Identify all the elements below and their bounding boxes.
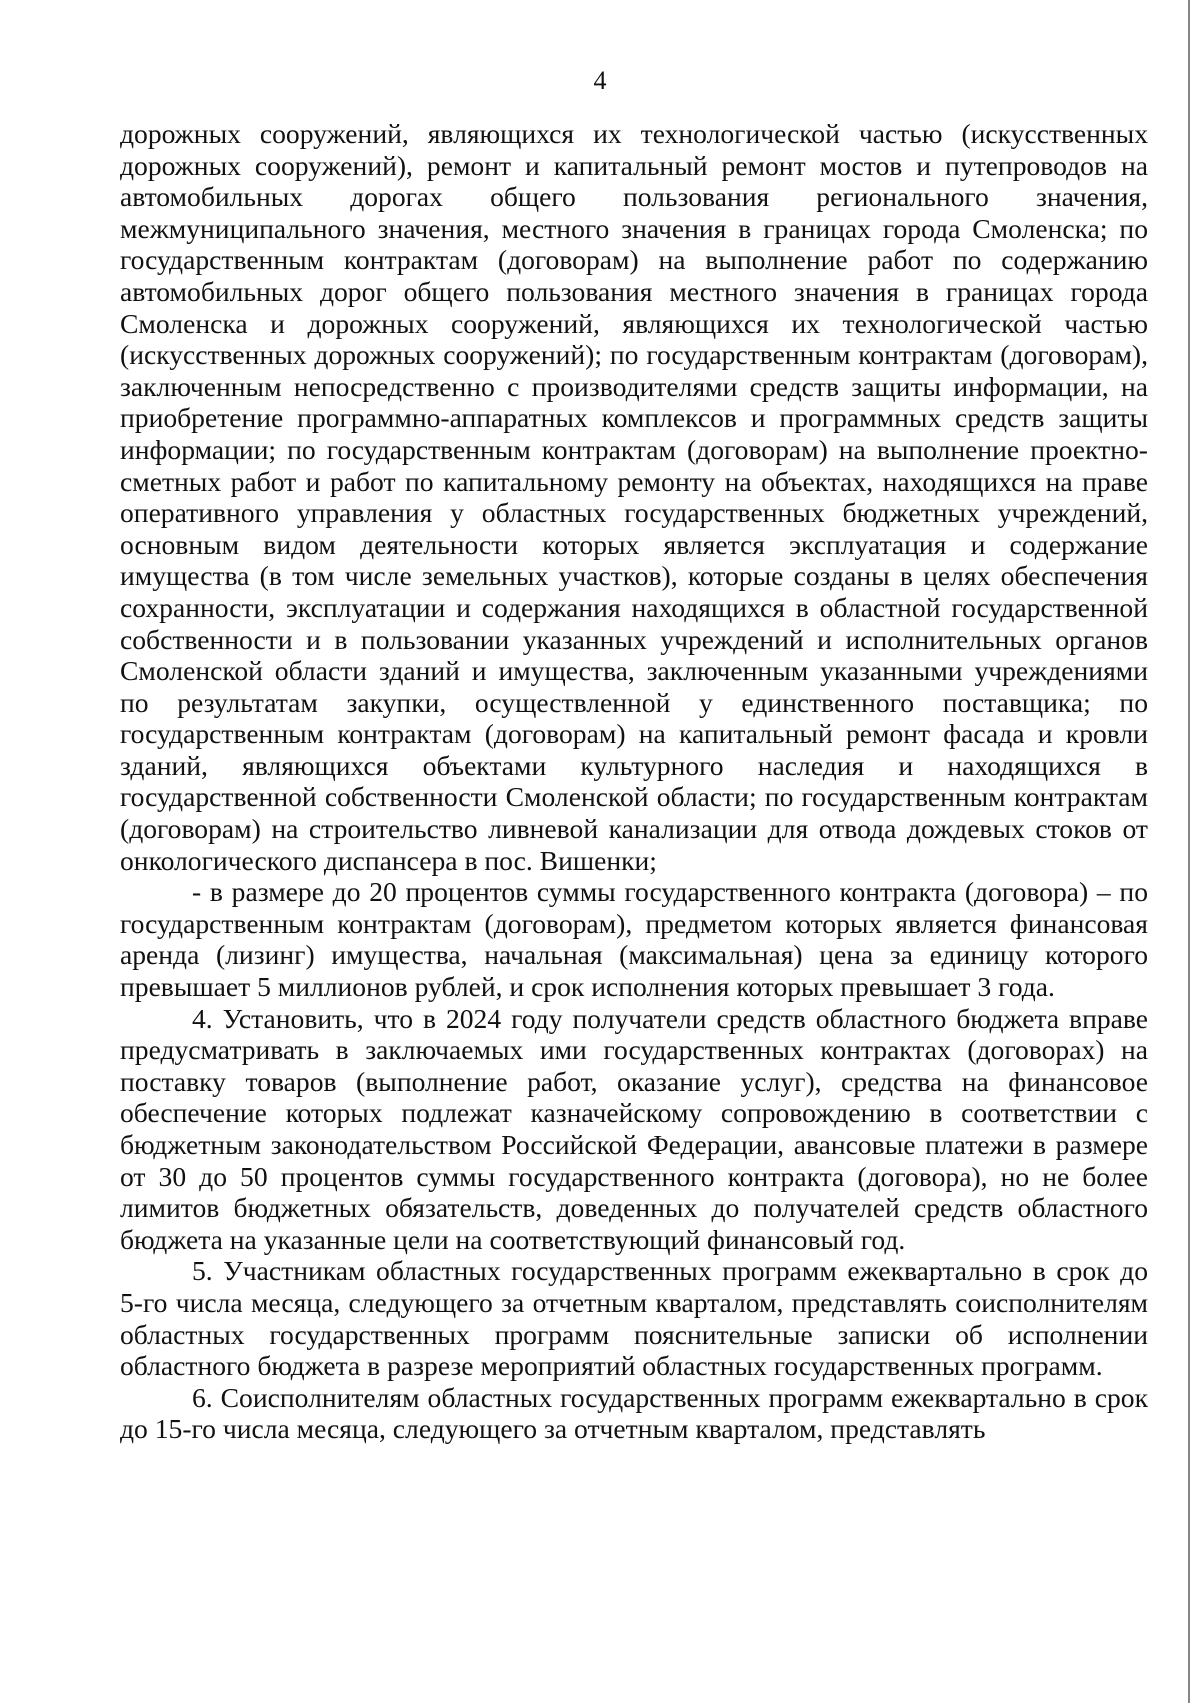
paragraph-item-4: 4. Установить, что в 2024 году получатели средств областного бюджета вправе предусматривать в заключаемых ими государственных контрактах (договорах) на поставку товаров (выполнение работ, оказание услуг), средства на финансовое обеспечение которых подлежат казначейскому сопровождению в соответствии с бюджетным законодательством Российской Федерации, авансовые платежи в размере от 30 до 50 процентов суммы государственного контракта (договора), но не более лимитов бюджетных обязательств, доведенных до получателей средств областного бюджета на указанные цели на соответствующий финансовый год.: [120, 1002, 1148, 1255]
page-number: 4: [593, 66, 607, 95]
paragraph-leasing-advance: - в размере до 20 процентов суммы государственного контракта (договора) – по государственным контрактам (договорам), предметом которых является финансовая аренда (лизинг) имущества, начальная (максимальная) цена за единицу которого превышает 5 миллионов рублей, и срок исполнения которых превышает 3 года.: [120, 876, 1148, 1003]
document-body: [120, 118, 1148, 1445]
paragraph-continuation: дорожных сооружений, являющихся их технологической частью (искусственных дорожных сооружений), ремонт и капитальный ремонт мостов и путепроводов на автомобильных дорогах общего пользования регионального значения, межмуниципального значения, местного значения в границах города Смоленска; по государственным контрактам (договорам) на выполнение работ по содержанию автомобильных дорог общего пользования местного значения в границах города Смоленска и дорожных сооружений, являющихся их технологической частью (искусственных дорожных сооружений); по государственным контрактам (договорам), заключенным непосредственно с производителями средств защиты информации, на приобретение программно-аппаратных комплексов и программных средств защиты информации; по государственным контрактам (договорам) на выполнение проектно-сметных работ и работ по капитальному ремонту на объектах, находящихся на праве оперативного управления у областных государственных бюджетных учреждений, основным видом деятельности которых является эксплуатация и содержание имущества (в том числе земельных участков), которые созданы в целях обеспечения сохранности, эксплуатации и содержания находящихся в областной государственной собственности и в пользовании указанных учреждений и исполнительных органов Смоленской области зданий и имущества, заключенным указанными учреждениями по результатам закупки, осуществленной у единственного поставщика; по государственным контрактам (договорам) на капитальный ремонт фасада и кровли зданий, являющихся объектами культурного наследия и находящихся в государственной собственности Смоленской области; по государственным контрактам (договорам) на строительство ливневой канализации для отвода дождевых стоков от онкологического диспансера в пос. Вишенки;: [120, 118, 1148, 876]
scan-edge-line: [1188, 0, 1190, 1703]
paragraph-item-5: 5. Участникам областных государственных программ ежеквартально в срок до 5-го числа месяца, следующего за отчетным кварталом, представлять соисполнителям областных государственных программ пояснительные записки об исполнении областного бюджета в разрезе мероприятий областных государственных программ.: [120, 1255, 1148, 1382]
paragraph-item-6: 6. Соисполнителям областных государственных программ ежеквартально в срок до 15-го числа месяца, следующего за отчетным кварталом, представлять: [120, 1381, 1148, 1445]
